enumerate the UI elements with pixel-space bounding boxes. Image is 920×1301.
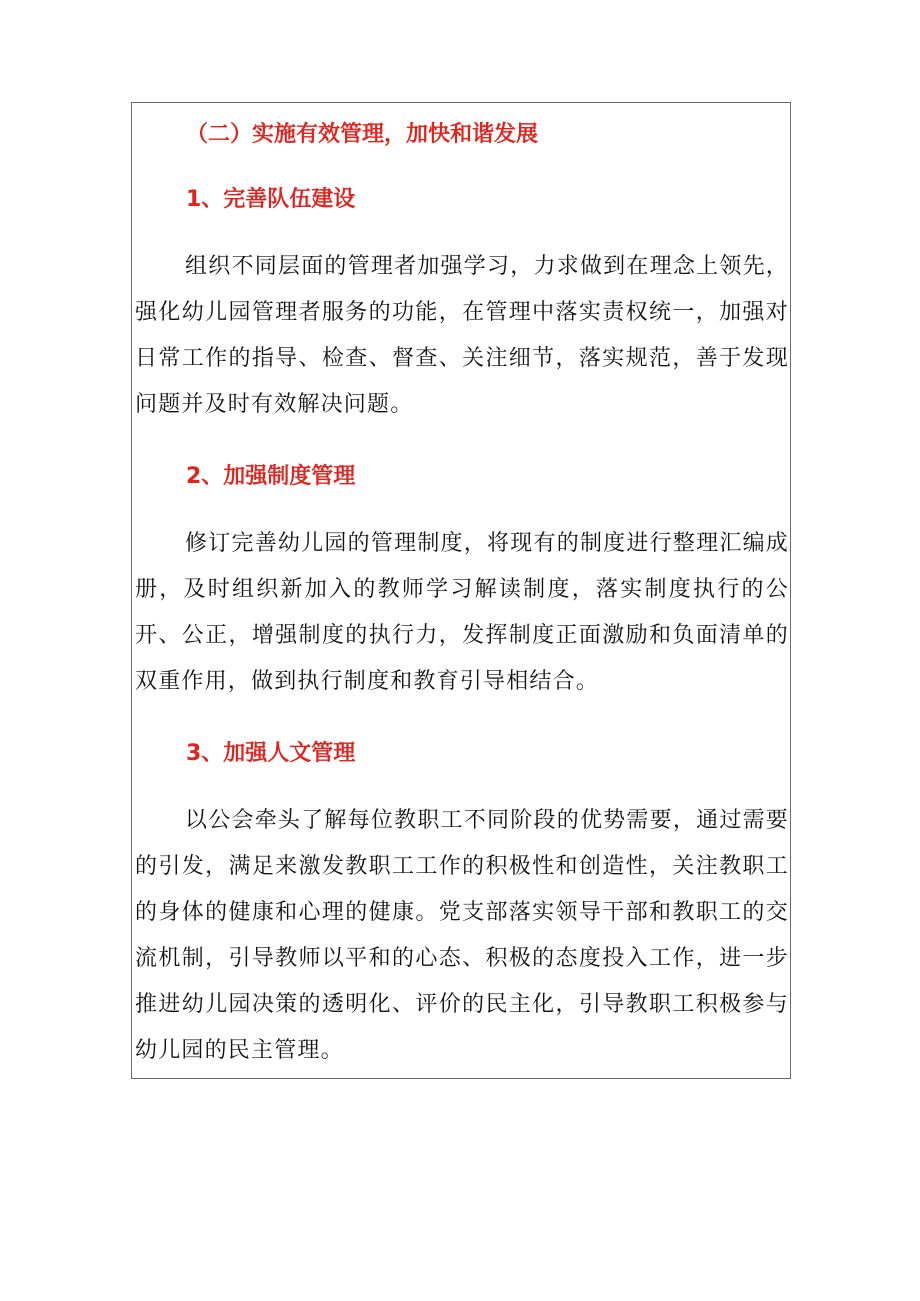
paragraph-humanistic-management: 以公会牵头了解每位教职工不同阶段的优势需要，通过需要的引发，满足来激发教职工工作的积极性和创造性，关注教职工的身体的健康和心理的健康。党支部落实领导干部和教职工的交流机制，引导教师以平和的心态、积极的态度投入工作，进一步推进幼儿园决策的透明化、评价的民主化，引导教职工积极参与幼儿园的民主管理。 [135,808,789,1063]
section-title: （二）实施有效管理，加快和谐发展 [186,122,539,147]
subheading-humanistic-management: 3、加强人文管理 [186,741,356,766]
paragraph-team-building: 组织不同层面的管理者加强学习，力求做到在理念上领先，强化幼儿园管理者服务的功能，在管理中落实责权统一，加强对日常工作的指导、检查、督查、关注细节，落实规范，善于发现问题并及时有效解决问题。 [135,254,789,417]
subheading-system-management: 2、加强制度管理 [186,464,356,489]
paragraph-system-management: 修订完善幼儿园的管理制度，将现有的制度进行整理汇编成册，及时组织新加入的教师学习解读制度，落实制度执行的公开、公正，增强制度的执行力，发挥制度正面激励和负面清单的双重作用，做到执行制度和教育引导相结合。 [135,531,789,694]
subheading-team-building: 1、完善队伍建设 [186,187,356,212]
